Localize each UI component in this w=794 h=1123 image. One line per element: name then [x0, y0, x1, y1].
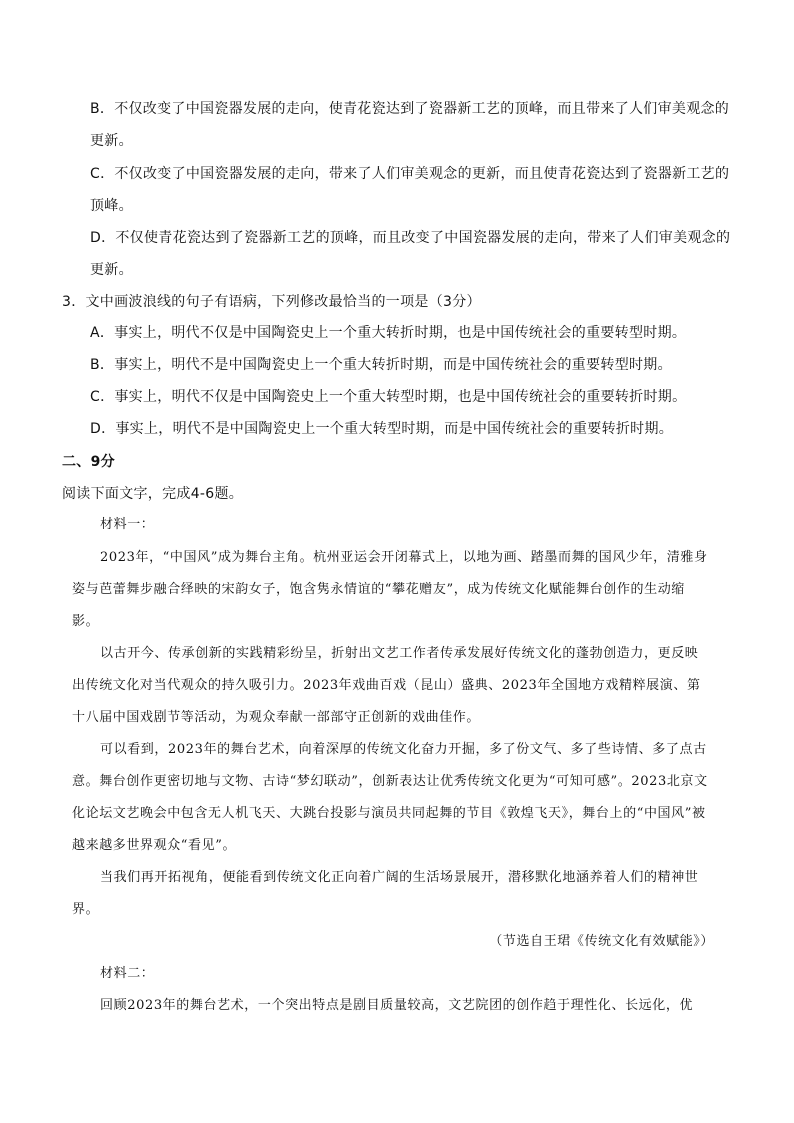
q3-option-a: A．事实上，明代不仅是中国陶瓷史上一个重大转折时期，也是中国传统社会的重要转型时期。: [90, 325, 687, 341]
q2-option-c-line2: 顶峰。: [90, 198, 133, 214]
material1-p4-line: 界。: [72, 902, 100, 917]
material1-p1-line: 影。: [72, 614, 100, 629]
q2-option-d-line2: 更新。: [90, 262, 133, 278]
material1-p1-line: 2023年，“中国风”成为舞台主角。杭州亚运会开闭幕式上，以地为画、踏墨而舞的国风少年，清雅身: [100, 550, 708, 565]
material1-p3-line: 意。舞台创作更密切地与文物、古诗“梦幻联动”，创新表达让优秀传统文化更为“可知可感”。2023北京文: [72, 774, 708, 789]
q2-option-b-line2: 更新。: [90, 133, 133, 149]
material1-p2-line: 十八届中国戏剧节等活动，为观众奉献一部部守正创新的戏曲佳作。: [72, 710, 481, 725]
material1-p2-line: 出传统文化对当代观众的持久吸引力。2023年戏曲百戏（昆山）盛典、2023年全国地方戏精粹展演、第: [72, 678, 701, 693]
q2-option-d-line1: D．不仅使青花瓷达到了瓷器新工艺的顶峰，而且改变了中国瓷器发展的走向，带来了人们审美观念的: [90, 230, 731, 246]
q3-option-d: D．事实上，明代不是中国陶瓷史上一个重大转型时期，而是中国传统社会的重要转折时期。: [90, 421, 674, 437]
material1-p2-line: 以古开今、传承创新的实践精彩纷呈，折射出文艺工作者传承发展好传统文化的蓬勃创造力，更反映: [100, 646, 699, 661]
material1-p1-line: 姿与芭蕾舞步融合绎映的宋韵女子，饱含隽永情谊的“攀花赠友”，成为传统文化赋能舞台创作的生动缩: [72, 582, 685, 597]
material1-source: （节选自王珺《传统文化有效赋能》）: [489, 934, 714, 949]
material1-p3-line: 越来越多世界观众“看见”。: [72, 838, 237, 853]
q2-option-c-line1: C．不仅改变了中国瓷器发展的走向，带来了人们审美观念的更新，而且使青花瓷达到了瓷器新工艺的: [90, 166, 730, 182]
section-heading: 二、9分: [62, 454, 115, 470]
q2-option-b-line1: B．不仅改变了中国瓷器发展的走向，使青花瓷达到了瓷器新工艺的顶峰，而且带来了人们审美观念的: [90, 101, 730, 117]
material1-p3-line: 可以看到，2023年的舞台艺术，向着深厚的传统文化奋力开掘，多了份文气、多了些诗情、多了点古: [100, 742, 707, 757]
section-instruction: 阅读下面文字，完成4-6题。: [62, 486, 244, 502]
material2-label: 材料二：: [100, 966, 155, 981]
q3-stem: 3．文中画波浪线的句子有语病，下列修改最恰当的一项是（3分）: [62, 294, 481, 310]
material2-p1-line: 回顾2023年的舞台艺术，一个突出特点是剧目质量较高，文艺院团的创作趋于理性化、长远化，优: [100, 998, 694, 1013]
material1-label: 材料一：: [100, 517, 155, 532]
material1-p3-line: 化论坛文艺晚会中包含无人机飞天、大跳台投影与演员共同起舞的节目《敦煌飞天》，舞台上的“中国风”被: [72, 806, 706, 821]
q3-option-b: B．事实上，明代不是中国陶瓷史上一个重大转折时期，而是中国传统社会的重要转型时期。: [90, 357, 672, 373]
material1-p4-line: 当我们再开拓视角，便能看到传统文化正向着广阔的生活场景展开，潜移默化地涵养着人们的精神世: [100, 870, 699, 885]
q3-option-c: C．事实上，明代不仅是中国陶瓷史上一个重大转型时期，也是中国传统社会的重要转折时期。: [90, 389, 687, 405]
